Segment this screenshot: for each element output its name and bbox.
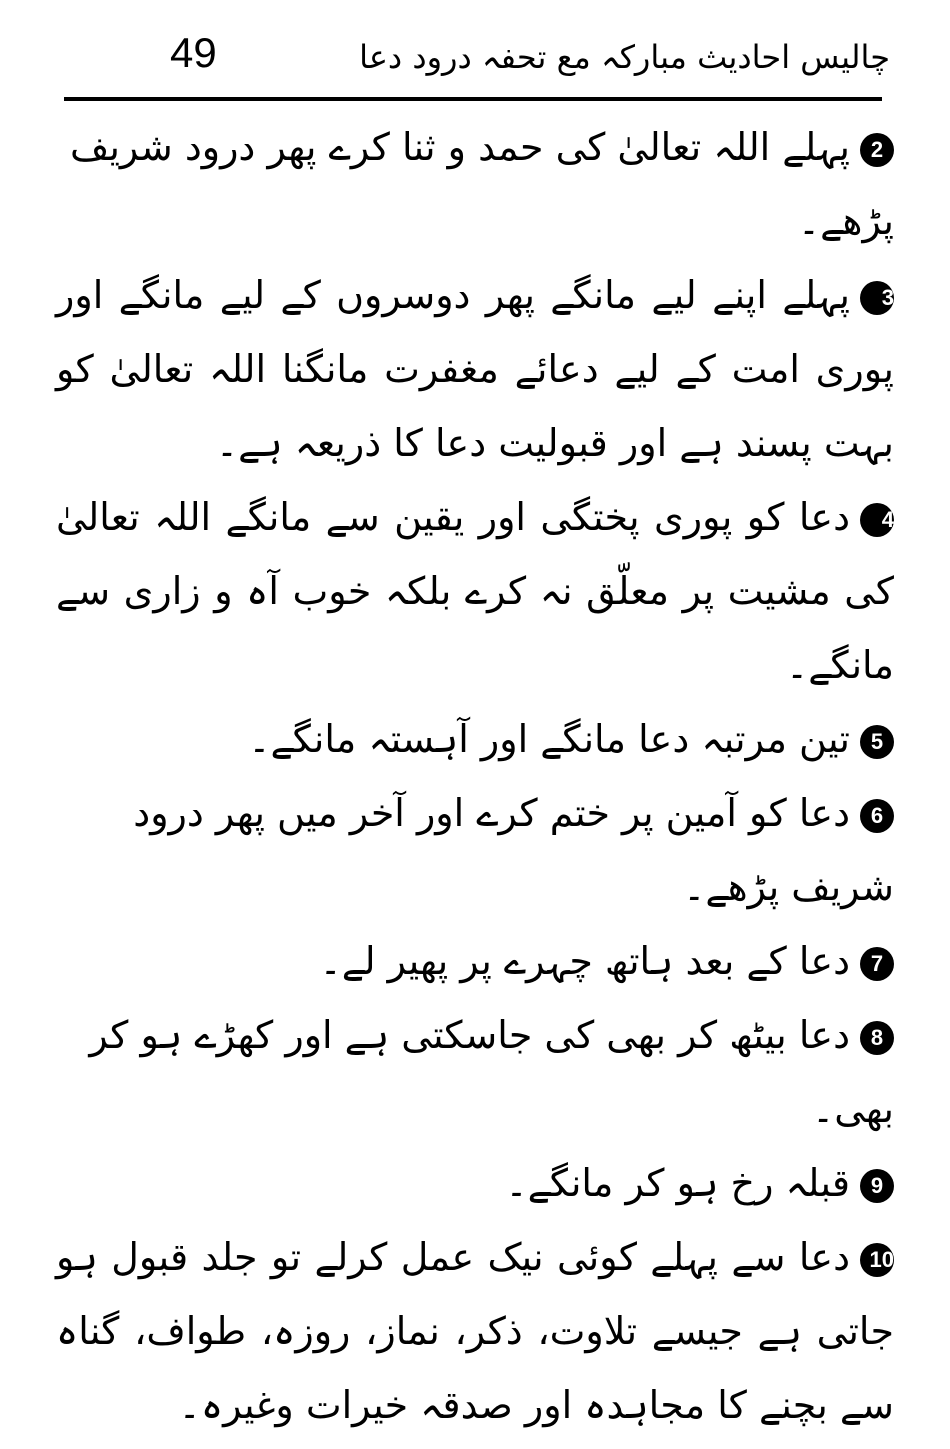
item-text: پہلے اپنے لیے مانگے پھر دوسروں کے لیے مانگے اور پوری امت کے لیے دعائے مغفرت مانگنا اللہ تعالیٰ کو بہت پسند ہے اور قبولیت دعا کا ذریعہ ہے۔ [56, 273, 894, 465]
page-number: 49 [170, 29, 217, 76]
list-item-4 [56, 480, 894, 702]
item-number-badge: 6 [860, 799, 894, 833]
list-item-9 [56, 1146, 894, 1220]
item-text: دعا کو پوری پختگی اور یقین سے مانگے اللہ تعالیٰ کی مشیت پر معلّق نہ کرے بلکہ خوب آہ و زاری سے مانگے۔ [56, 495, 894, 687]
list-item-6 [56, 776, 894, 924]
header-rule [64, 97, 882, 101]
item-text: دعا کو آمین پر ختم کرے اور آخر میں پھر درود شریف پڑھے۔ [133, 791, 894, 909]
item-number-badge: 3 [860, 281, 894, 315]
item-number-badge: 9 [860, 1169, 894, 1203]
item-number-badge: 5 [860, 725, 894, 759]
list-item-5 [56, 702, 894, 776]
item-text: تین مرتبہ دعا مانگے اور آہستہ مانگے۔ [248, 717, 850, 761]
item-text: پہلے اللہ تعالیٰ کی حمد و ثنا کرے پھر درود شریف پڑھے۔ [70, 125, 894, 243]
list-item-3 [56, 258, 894, 480]
item-number-badge: 10 [860, 1243, 894, 1277]
item-text: دعا بیٹھ کر بھی کی جاسکتی ہے اور کھڑے ہو کر بھی۔ [89, 1013, 894, 1131]
item-number-badge: 7 [860, 947, 894, 981]
list-item-7 [56, 924, 894, 998]
running-title: چالیس احادیث مبارکہ مع تحفہ درود دعا [359, 38, 890, 76]
item-text: دعا سے پہلے کوئی نیک عمل کرلے تو جلد قبول ہو جاتی ہے جیسے تلاوت، ذکر، نماز، روزہ، طواف، گناہ سے بچنے کا مجاہدہ اور صدقہ خیرات وغیرہ۔ [56, 1235, 894, 1427]
item-number-badge: 8 [860, 1021, 894, 1055]
item-number-badge: 2 [860, 133, 894, 167]
list-item-2 [56, 110, 894, 258]
item-number-badge: 4 [860, 503, 894, 537]
list-item-8 [56, 998, 894, 1146]
item-text: قبلہ رخ ہو کر مانگے۔ [505, 1161, 850, 1205]
list-item-10 [56, 1220, 894, 1442]
item-text: دعا کے بعد ہاتھ چہرے پر پھیر لے۔ [319, 939, 850, 983]
guidelines-list [56, 110, 894, 1442]
